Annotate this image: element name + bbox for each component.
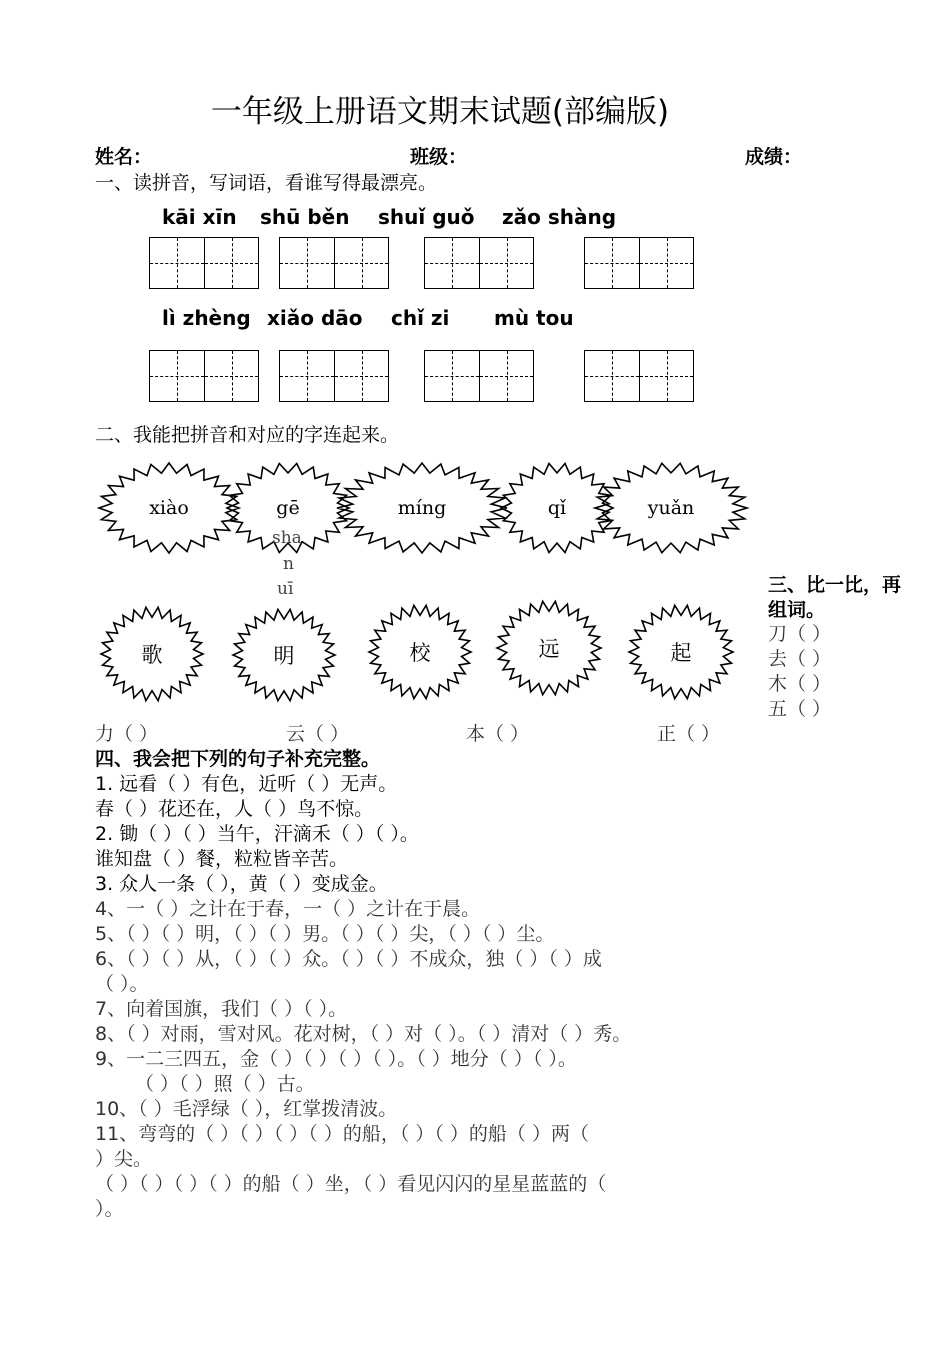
name-label: 姓名： [95,146,153,168]
writing-grid[interactable] [149,237,259,289]
burst-label: 远 [538,637,560,661]
fill-line[interactable]: （ ）（ ）（ ）（ ）的船（ ）坐，（ ）看见闪闪的星星蓝蓝的（ [95,1173,607,1195]
pinyin-label: chǐ zi [391,306,450,330]
pinyin-label: lì zhèng [162,306,251,330]
pinyin-label: kāi xīn [162,205,237,229]
writing-grid[interactable] [584,237,694,289]
pinyin-label: shuǐ guǒ [378,205,475,229]
pinyin-burst[interactable] [594,462,748,554]
burst-label: yuǎn [647,497,695,519]
pinyin-label: zǎo shàng [502,205,617,229]
burst-label: 校 [409,641,431,665]
burst-label: 歌 [141,643,163,667]
section3-heading: 三、比一比，再 [768,574,902,596]
compare-item[interactable]: 正（ ） [657,723,721,745]
page-title: 一年级上册语文期末试题(部编版) [210,94,670,130]
fill-line[interactable]: ）。 [95,1198,124,1220]
compare-item[interactable]: 本（ ） [466,723,530,745]
fill-line[interactable]: 3. 众人一条（ ），黄（ ）变成金。 [95,873,388,895]
fill-line[interactable]: （ ）。 [95,973,149,995]
burst-label: qǐ [547,497,567,519]
writing-grid[interactable] [424,237,534,289]
fill-line[interactable]: 5、（ ）（ ）明，（ ）（ ）男。（ ）（ ）尖，（ ）（ ）尘。 [95,923,555,945]
section3-heading: 组词。 [768,599,826,621]
section2-heading: 二、我能把拼音和对应的字连起来。 [95,424,400,446]
writing-grid[interactable] [149,350,259,402]
loose-pinyin: n [283,554,294,574]
fill-line[interactable]: 9、一二三四五，金（ ）（ ）（ ）（ ）。（ ）地分（ ）（ ）。 [95,1048,577,1070]
section1-heading: 一、读拼音，写词语，看谁写得最漂亮。 [95,172,438,194]
writing-grid[interactable] [279,237,389,289]
loose-pinyin: sha [272,528,302,548]
fill-line[interactable]: 10、（ ）毛浮绿（ ），红掌拨清波。 [95,1098,398,1120]
fill-line[interactable]: 7、向着国旗，我们（ ）（ ）。 [95,998,348,1020]
character-burst[interactable] [100,606,204,702]
character-burst[interactable] [628,604,734,700]
burst-label: 明 [273,644,295,668]
compare-item[interactable]: 木（ ） [768,673,832,695]
burst-label: míng [397,497,447,519]
burst-label: xiào [149,497,189,519]
writing-grid[interactable] [279,350,389,402]
compare-item[interactable]: 去（ ） [768,648,832,670]
fill-line[interactable]: 8、（ ）对雨，雪对风。花对树，（ ）对（ ）。（ ）清对（ ）秀。 [95,1023,632,1045]
fill-line[interactable]: 2. 锄（ ）（ ）当午，汗滴禾（ ）（ ）。 [95,823,419,845]
compare-item[interactable]: 云（ ） [286,723,350,745]
fill-line[interactable]: 谁知盘（ ）餐，粒粒皆辛苦。 [95,848,349,870]
fill-line[interactable]: 6、（ ）（ ）从，（ ）（ ）众。（ ）（ ）不成众，独（ ）（ ）成 [95,948,602,970]
pinyin-label: xiǎo dāo [267,306,363,330]
fill-line[interactable]: ）尖。 [95,1148,153,1170]
pinyin-label: shū běn [260,205,350,229]
compare-item[interactable]: 力（ ） [95,723,159,745]
fill-line[interactable]: 1. 远看（ ）有色，近听（ ）无声。 [95,773,398,795]
writing-grid[interactable] [424,350,534,402]
compare-item[interactable]: 刀（ ） [768,623,832,645]
compare-item[interactable]: 五（ ） [768,698,832,720]
fill-line[interactable]: 4、一（ ）之计在于春，一（ ）之计在于晨。 [95,898,481,920]
burst-label: 起 [670,641,692,665]
pinyin-burst[interactable] [336,462,508,554]
class-label: 班级： [410,146,468,168]
character-burst[interactable] [496,600,602,696]
pinyin-label: mù tou [494,306,574,330]
section4-heading: 四、我会把下列的句子补充完整。 [95,748,381,770]
character-burst[interactable] [232,608,336,702]
score-label: 成绩： [745,146,803,168]
burst-label: gē [276,497,300,519]
character-burst[interactable] [368,604,472,700]
pinyin-burst[interactable] [98,462,240,554]
fill-line[interactable]: （ ）（ ）照（ ）古。 [135,1073,315,1095]
writing-grid[interactable] [584,350,694,402]
fill-line[interactable]: 春（ ）花还在，人（ ）鸟不惊。 [95,798,374,820]
loose-pinyin: uī [277,579,294,599]
fill-line[interactable]: 11、弯弯的（ ）（ ）（ ）（ ）的船，（ ）（ ）的船（ ）两（ [95,1123,589,1145]
